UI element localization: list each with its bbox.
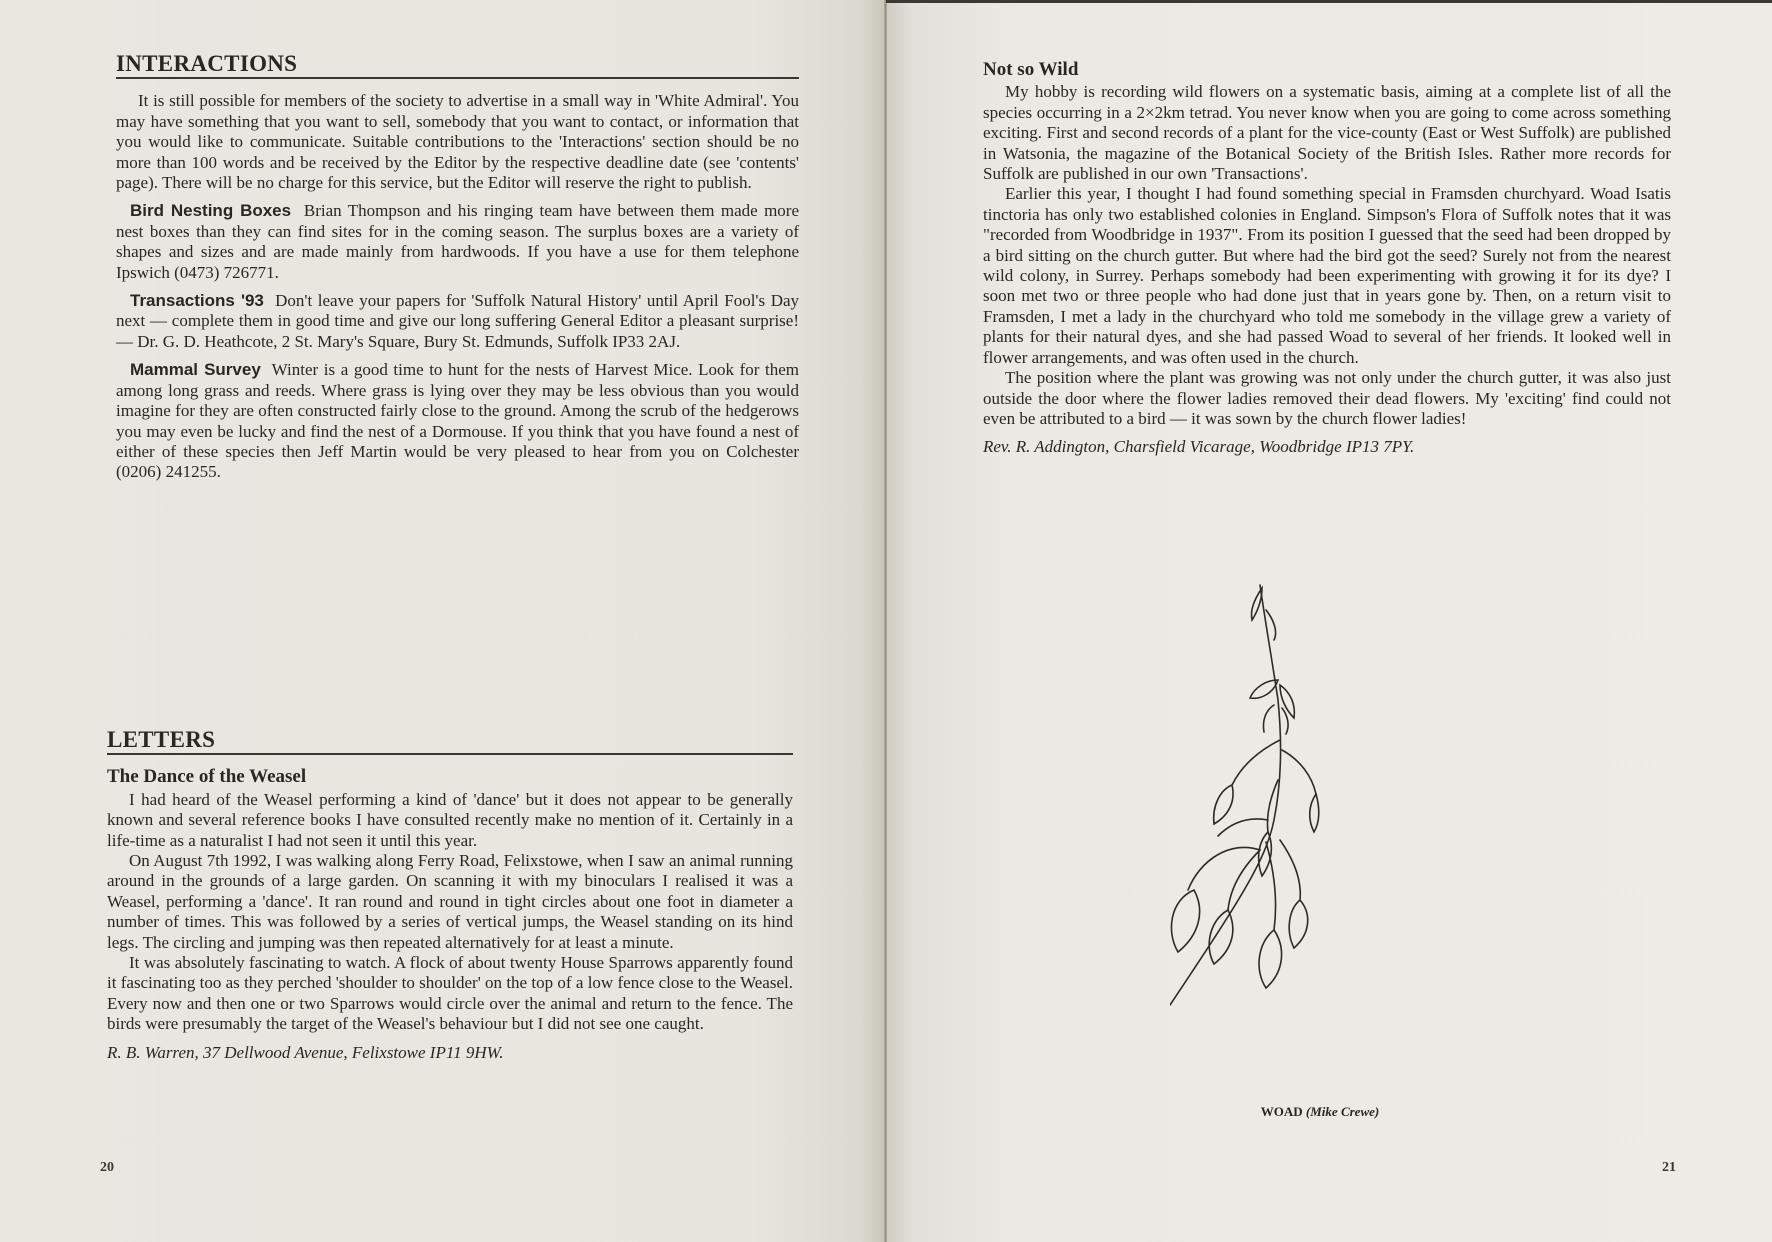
interaction-item-title: Mammal Survey [130,360,261,380]
not-so-wild-paragraph: Earlier this year, I thought I had found something special in Framsden churchyard. Woad Isatis tinctoria has only two established colonies in England. Simpson's Flora of Suffolk notes that it was "recorded from Woodbridge in 1937". From its position I guessed that the seed had been dropped by a bird sitting on the church gutter. But where had the bird got the seed? Surely not from the nearest wild colony, in Surrey. Perhaps somebody had been experimenting with growing it for its dye? I soon met two or three people who had done just that in years gone by. Then, on a return visit to Framsden, I met a lady in the churchyard who told me somebody in the village grew a variety of plants for their natural dyes, and she had passed Woad to several of her friends. It looked well in flower arrangements, and was often used in the church. [983,184,1671,367]
not-so-wild-paragraph: The position where the plant was growing was not only under the church gutter, it was also just outside the door where the flower ladies removed their dead flowers. My 'exciting' find could not even be attributed to a bird — it was sown by the church flower ladies! [983,368,1671,428]
woad-illustration [1170,580,1470,1010]
figure-caption [1200,1104,1440,1120]
interaction-item-text: Winter is a good time to hunt for the nests of Harvest Mice. Look for them among long grass and reeds. Where grass is lying over they may be less obvious than you would imagine for they are often constructed fairly close to the ground. Among the scrub of the hedgerows you may even be lucky and find the nest of a Dormouse. If you think that you have found a nest of either of these species then Jeff Martin would be very pleased to hear from you on Colchester (0206) 241255. [116,360,800,482]
not-so-wild-letter [983,60,1671,458]
page-gutter [884,0,887,1242]
right-page-top-edge [886,0,1772,3]
weasel-letter-signature: R. B. Warren, 37 Dellwood Avenue, Felixstowe IP11 9HW. [107,1042,504,1062]
weasel-paragraph: On August 7th 1992, I was walking along Ferry Road, Felixstowe, when I saw an animal running around in the grounds of a large garden. On scanning it with my binoculars I realised it was a Weasel, performing a 'dance'. It ran round and round in tight circles about one foot in diameter a number of times. This was followed by a series of vertical jumps, the Weasel standing on its hind legs. The circling and jumping was then repeated alternatively for at least a minute. [107,851,793,952]
not-so-wild-paragraph: My hobby is recording wild flowers on a systematic basis, aiming at a complete list of all the species occurring in a 2×2km tetrad. You never know when you are going to come across something exciting. First and second records of a plant for the vice-county (East or West Suffolk) are published in Watsonia, the magazine of the Botanical Society of the British Isles. Rather more records for Suffolk are published in our own 'Transactions'. [983,82,1671,184]
interaction-item-text: Don't leave your papers for 'Suffolk Natural History' until April Fool's Day next — complete them in good time and give our long suffering General Editor a pleasant surprise! — Dr. G. D. Heathcote, 2 St. Mary's Square, Bury St. Edmunds, Suffolk IP33 2AJ. [116,291,800,351]
not-so-wild-signature: Rev. R. Addington, Charsfield Vicarage, Woodbridge IP13 7PY. [983,437,1415,457]
interactions-section [116,51,800,483]
weasel-paragraph: I had heard of the Weasel performing a kind of 'dance' but it does not appear to be generally known and several reference books I have consulted recently make no mention of it. Certainly in a life-time as a naturalist I had not seen it until this year. [107,789,793,850]
interaction-item [116,201,799,283]
not-so-wild-title: Not so Wild [983,59,1079,80]
page-number-right: 21 [1662,1160,1676,1175]
letters-section [107,727,793,1063]
interaction-item-text: Brian Thompson and his ringing team have between them made more nest boxes than they can find sites for in the coming season. The surplus boxes are a variety of shapes and sizes and are made mainly from hardwoods. If you have a use for them telephone Ipswich (0473) 726771. [116,201,800,282]
weasel-paragraph: It was absolutely fascinating to watch. A flock of about twenty House Sparrows apparently found it fascinating too as they perched 'shoulder to shoulder' on the top of a low fence close to the Weasel. Every now and then one or two Sparrows would circle over the animal and return to the fence. The birds were presumably the target of the Weasel's behaviour but I did not see one caught. [107,953,793,1034]
figure-caption-title: WOAD [1260,1104,1303,1119]
letters-heading: LETTERS [107,730,793,755]
interaction-item-title: Bird Nesting Boxes [130,201,292,221]
interactions-heading: INTERACTIONS [116,54,799,79]
weasel-letter-title: The Dance of the Weasel [107,766,307,788]
interaction-item-title: Transactions '93 [130,291,264,311]
interaction-item [116,291,799,352]
interaction-item [116,360,799,482]
interactions-intro: It is still possible for members of the society to advertise in a small way in 'White Admiral'. You may have something that you want to sell, somebody that you want to contact, or information that you would like to communicate. Suitable contributions to the 'Interactions' section should be no more than 100 words and be received by the Editor by the respective deadline date (see 'contents' page). There will be no charge for this service, but the Editor will reserve the right to publish. [116,91,799,193]
page-number-left: 20 [100,1160,114,1175]
figure-credit: (Mike Crewe) [1305,1104,1380,1119]
